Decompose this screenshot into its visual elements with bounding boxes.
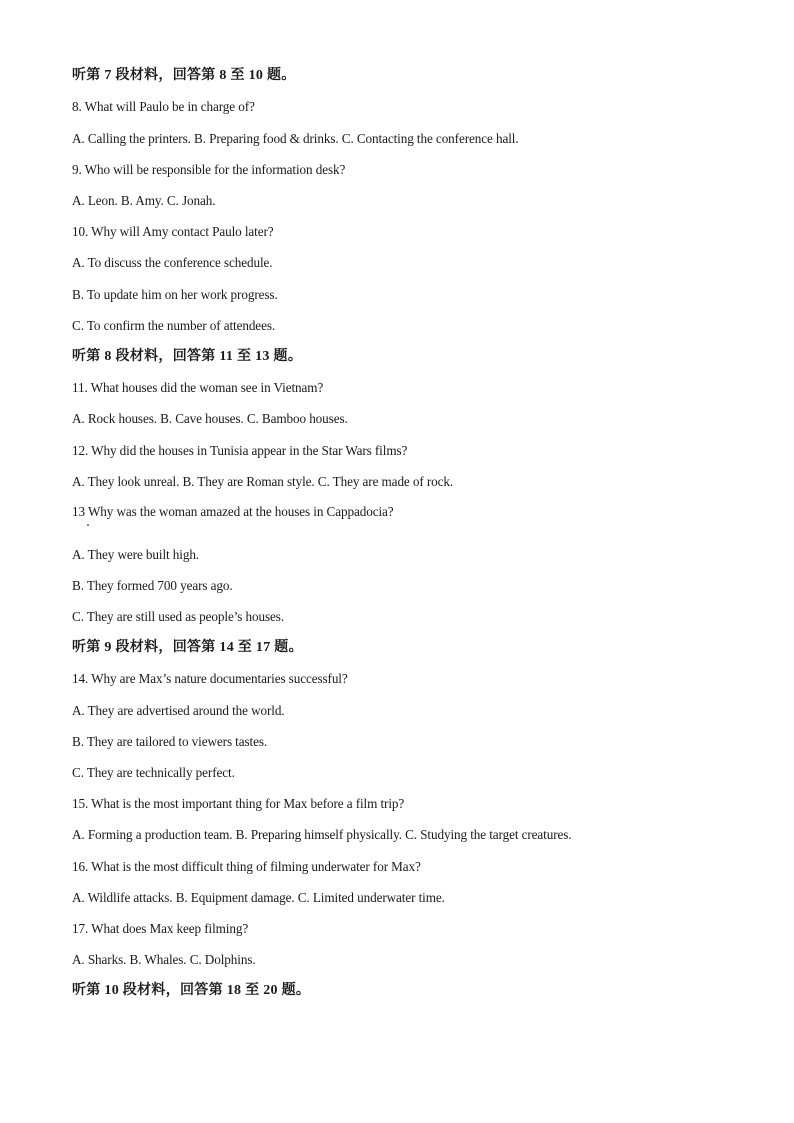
section-heading: 听第 7 段材料，回答第 8 至 10 题。 <box>72 68 296 83</box>
answer-options: A. Wildlife attacks. B. Equipment damage. C. Limited underwater time. <box>72 890 445 905</box>
question-line: 17. What does Max keep filming? <box>72 921 249 936</box>
answer-options: A. Leon. B. Amy. C. Jonah. <box>72 193 216 208</box>
question-line: 12. Why did the houses in Tunisia appear in the Star Wars films? <box>72 443 408 458</box>
answer-option: C. They are technically perfect. <box>72 765 235 780</box>
answer-options: A. Rock houses. B. Cave houses. C. Bamboo houses. <box>72 411 348 426</box>
answer-option: B. They formed 700 years ago. <box>72 578 233 593</box>
question-line: 13 Why was the woman amazed at the houses in Cappadocia? <box>72 504 394 519</box>
question-line: 10. Why will Amy contact Paulo later? <box>72 224 274 239</box>
stray-mark <box>87 524 89 526</box>
question-line: 16. What is the most difficult thing of filming underwater for Max? <box>72 859 421 874</box>
answer-option: A. They are advertised around the world. <box>72 703 285 718</box>
section-heading: 听第 8 段材料，回答第 11 至 13 题。 <box>72 349 303 364</box>
answer-option: A. They were built high. <box>72 547 200 562</box>
question-line: 8. What will Paulo be in charge of? <box>72 99 255 114</box>
answer-option: C. They are still used as people’s houses. <box>72 609 285 624</box>
answer-options: A. They look unreal. B. They are Roman style. C. They are made of rock. <box>72 474 454 489</box>
answer-option: B. To update him on her work progress. <box>72 287 278 302</box>
answer-options: A. Calling the printers. B. Preparing food & drinks. C. Contacting the conference hall. <box>72 131 519 146</box>
answer-option: C. To confirm the number of attendees. <box>72 318 276 333</box>
question-line: 11. What houses did the woman see in Vietnam? <box>72 380 324 395</box>
question-line: 15. What is the most important thing for Max before a film trip? <box>72 796 405 811</box>
question-line: 9. Who will be responsible for the information desk? <box>72 162 346 177</box>
answer-option: A. To discuss the conference schedule. <box>72 255 273 270</box>
answer-options: A. Forming a production team. B. Preparing himself physically. C. Studying the target creatures. <box>72 827 572 842</box>
section-heading: 听第 9 段材料，回答第 14 至 17 题。 <box>72 640 303 655</box>
section-heading: 听第 10 段材料，回答第 18 至 20 题。 <box>72 983 311 998</box>
answer-options: A. Sharks. B. Whales. C. Dolphins. <box>72 952 256 967</box>
answer-option: B. They are tailored to viewers tastes. <box>72 734 268 749</box>
question-line: 14. Why are Max’s nature documentaries successful? <box>72 671 348 686</box>
